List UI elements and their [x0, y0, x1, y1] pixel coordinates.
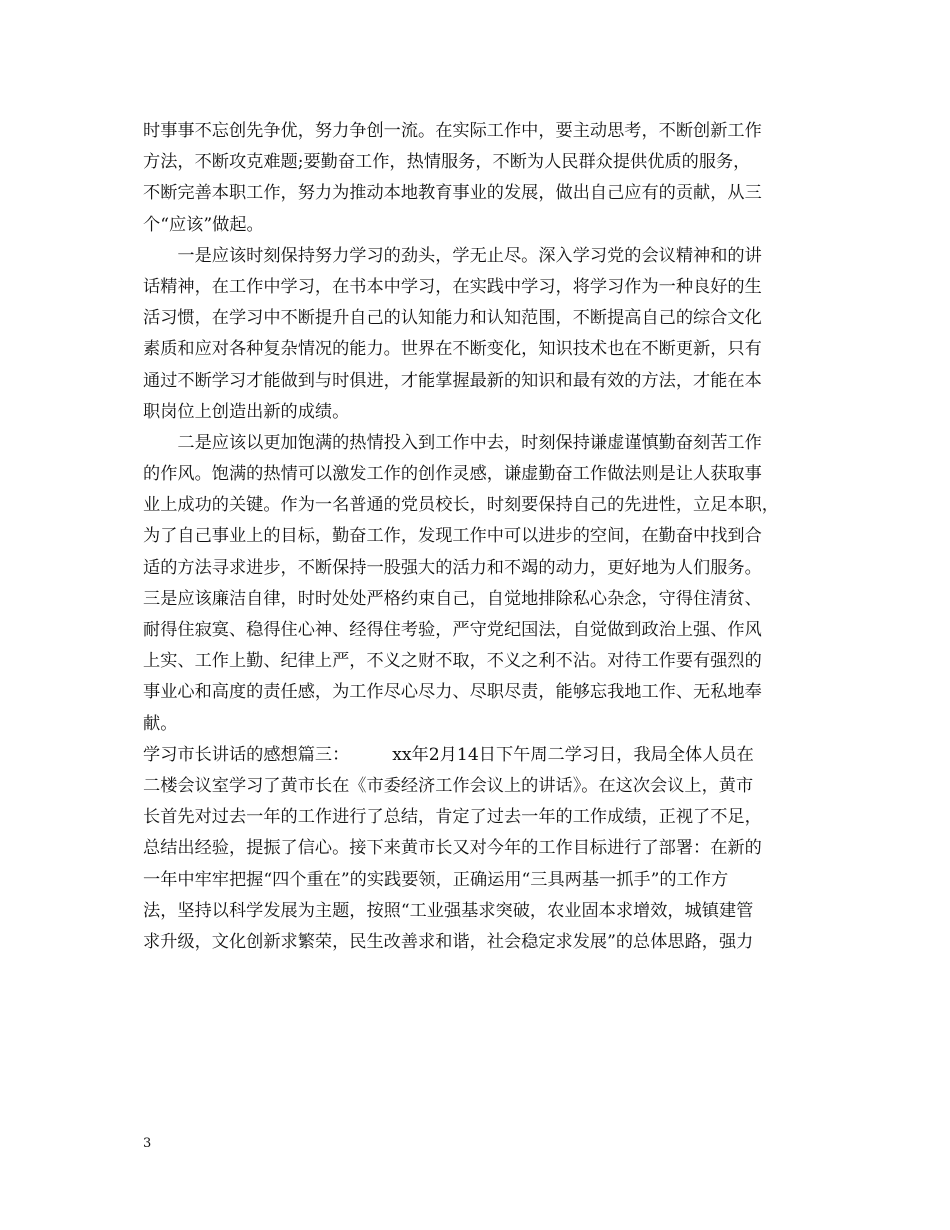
text-line: 为了自己事业上的目标，勤奋工作，发现工作中可以进步的空间，在勤奋中找到合	[143, 526, 762, 547]
text-line: 求升级，文化创新求繁荣，民生改善求和谐，社会稳定求发展”的总体思路，强力	[143, 931, 754, 952]
text-line: 时事事不忘创先争优，努力争创一流。在实际工作中，要主动思考，不断创新工作	[143, 121, 762, 141]
text-line: 的作风。饱满的热情可以激发工作的创作灵感，谦虚勤奋工作做法则是让人获取事	[143, 464, 762, 485]
text-line: 事业心和高度的责任感，为工作尽心尽力、尽职尽责，能够忘我地工作、无私地奉	[143, 682, 762, 703]
document-body	[143, 116, 815, 958]
text-line: 适的方法寻求进步，不断保持一股强大的活力和不竭的动力，更好地为人们服务。	[143, 557, 762, 578]
text-line: 一年中牢牢把握“四个重在”的实践要领，正确运用“三具两基一抓手”的工作方	[143, 869, 729, 890]
text-line: 一是应该时刻保持努力学习的劲头，学无止尽。深入学习党的会议精神和的讲	[143, 245, 762, 266]
text-line: 职岗位上创造出新的成绩。	[143, 401, 350, 422]
text-line: 话精神，在工作中学习，在书本中学习，在实践中学习，将学习作为一种良好的生	[143, 276, 762, 297]
text-line: 学习市长讲话的感想篇三： xx年2月14日下午周二学习日，我局全体人员在	[143, 744, 754, 765]
text-line: 业上成功的关键。作为一名普通的党员校长，时刻要保持自己的先进性，立足本职，	[143, 495, 779, 516]
text-line: 二楼会议室学习了黄市长在《市委经济工作会议上的讲话》。在这次会议上，黄市	[143, 775, 754, 796]
text-line: 活习惯，在学习中不断提升自己的认知能力和认知范围，不断提高自己的综合文化	[143, 308, 762, 329]
text-line: 上实、工作上勤、纪律上严，不义之财不取，不义之利不沾。对待工作要有强烈的	[143, 651, 762, 672]
page-number: 3	[143, 1136, 152, 1151]
text-line: 总结出经验，提振了信心。接下来黄市长又对今年的工作目标进行了部署：在新的	[143, 838, 762, 859]
text-line: 素质和应对各种复杂情况的能力。世界在不断变化，知识技术也在不断更新，只有	[143, 339, 762, 360]
text-line: 通过不断学习才能做到与时俱进，才能掌握最新的知识和最有效的方法，才能在本	[143, 370, 762, 391]
text-line: 耐得住寂寞、稳得住心神、经得住考验，严守党纪国法，自觉做到政治上强、作风	[143, 620, 762, 640]
text-line: 三是应该廉洁自律，时时处处严格约束自己，自觉地排除私心杂念，守得住清贫、	[143, 588, 762, 609]
text-line: 个“应该”做起。	[143, 214, 264, 235]
text-line: 长首先对过去一年的工作进行了总结，肯定了过去一年的工作成绩，正视了不足，	[143, 807, 762, 828]
text-line: 献。	[143, 713, 178, 734]
text-line: 法，坚持以科学发展为主题，按照“工业强基求突破，农业固本求增效，城镇建管	[143, 900, 754, 921]
text-line: 方法，不断攻克难题;要勤奋工作，热情服务，不断为人民群众提供优质的服务，	[143, 152, 751, 173]
text-line: 不断完善本职工作，努力为推动本地教育事业的发展，做出自己应有的贡献，从三	[143, 183, 762, 204]
text-line: 二是应该以更加饱满的热情投入到工作中去，时刻保持谦虚谨慎勤奋刻苦工作	[143, 432, 762, 453]
